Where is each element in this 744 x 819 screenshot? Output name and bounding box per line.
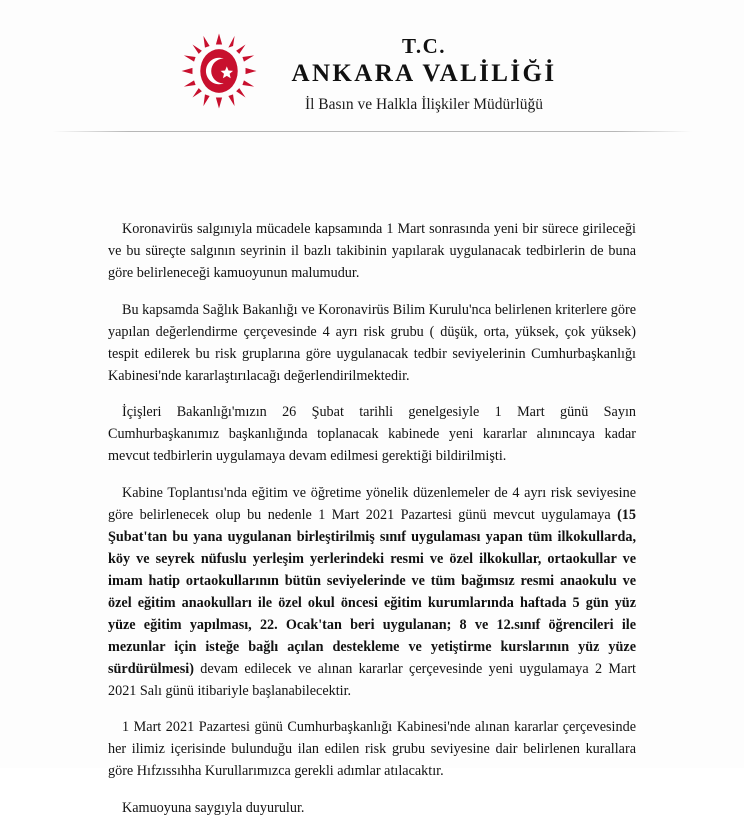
paragraph-2: Bu kapsamda Sağlık Bakanlığı ve Koronavirüs Bilim Kurulu'nca belirlenen kriterlere göre yapılan değerlendirme çerçevesinde 4 ayrı risk grubu ( düşük, orta, yüksek, çok yüksek) tespit edilerek bu risk gruplarına göre uygulanacak tedbir seviyelerinin Cumhurbaşkanlığı Kabinesi'nde kararlaştırılacağı değerlendirilmektedir. bbox=[108, 301, 636, 384]
paragraph-4: Kabine Toplantısı'nda eğitim ve öğretime yönelik düzenlemeler de 4 ayrı risk seviyesine göre belirlenecek olup bu nedenle 1 Mart 2021 Pazartesi günü mevcut uygulamaya (15 Şubat'tan bu yana uygulanan birleştirilmiş sınıf uygulaması yapan tüm ilkokullarda, köy ve seyrek nüfuslu yerleşim yerlerindeki resmi ve özel ilkokullar, ortaokullar ve imam hatip ortaokullarının bütün seviyelerinde ve tüm bağımsız resmi anaokulu ve özel eğitim anaokulları ile özel okul öncesi eğitim kurumlarında haftada 5 gün yüz yüze eğitim yapılması, 22. Ocak'tan beri uygulanan; 8 ve 12.sınıf öğrencileri ile mezunlar için isteğe bağlı açılan destekleme ve yetiştirme kurslarının yüz yüze sürdürülmesi) devam edilecek ve alınan kararlar çerçevesinde yeni uygulamaya 2 Mart 2021 Salı günü itibariyle başlanabilecektir. bbox=[108, 484, 636, 699]
letterhead bbox=[0, 0, 744, 115]
paragraph-closing: Kamuoyuna saygıyla duyurulur. bbox=[122, 799, 305, 816]
body-top-spacer bbox=[108, 132, 636, 218]
paragraph-1: Koronavirüs salgınıyla mücadele kapsamında 1 Mart sonrasında yeni bir sürece girileceği ve bu süreçte salgının seyrinin il bazlı takibinin yapılarak uygulanacak tedbirlerin de buna göre belirleneceği kamuoyunun malumudur. bbox=[108, 221, 636, 282]
governorship-title: ANKARA VALİLİĞİ bbox=[291, 60, 557, 88]
republic-title: T.C. bbox=[401, 34, 447, 58]
document-body bbox=[0, 132, 744, 819]
letterhead-titles bbox=[264, 26, 584, 115]
department-title: İl Basın ve Halkla İlişkiler Müdürlüğü bbox=[304, 96, 544, 114]
paragraph-5: 1 Mart 2021 Pazartesi günü Cumhurbaşkanlığı Kabinesi'nde alınan kararlar çerçevesinde her ilimiz içerisinde bulunduğu ilan edilen risk grubu seviyesine dair belirlenen kurallara göre Hıfzıssıhha Kurullarımızca gerekli adımlar atılacaktır. bbox=[108, 719, 636, 780]
emphasized-text: (15 Şubat'tan bu yana uygulanan birleştirilmiş sınıf uygulaması yapan tüm ilkokullarda, köy ve seyrek nüfuslu yerleşim yerlerindeki resmi ve özel ilkokullar, ortaokullar ve imam hatip ortaokullarının bütün seviyelerinde ve tüm bağımsız resmi anaokulu ve özel eğitim anaokulları ile özel okul öncesi eğitim kurumlarında haftada 5 gün yüz yüze eğitim yapılması, 22. Ocak'tan beri uygulanan; 8 ve 12.sınıf öğrencileri ile mezunlar için isteğe bağlı açılan destekleme ve yetiştirme kurslarının yüz yüze sürdürülmesi) bbox=[108, 506, 636, 677]
turkish-state-emblem-icon bbox=[180, 32, 258, 110]
paragraph-3: İçişleri Bakanlığı'mızın 26 Şubat tarihli genelgesiyle 1 Mart günü Sayın Cumhurbaşkanımız başkanlığında toplanacak kabinede yeni kararlar alınıncaya kadar mevcut tedbirlerin uygulamaya devam edilmesi gerektiği bildirilmişti. bbox=[108, 404, 636, 465]
